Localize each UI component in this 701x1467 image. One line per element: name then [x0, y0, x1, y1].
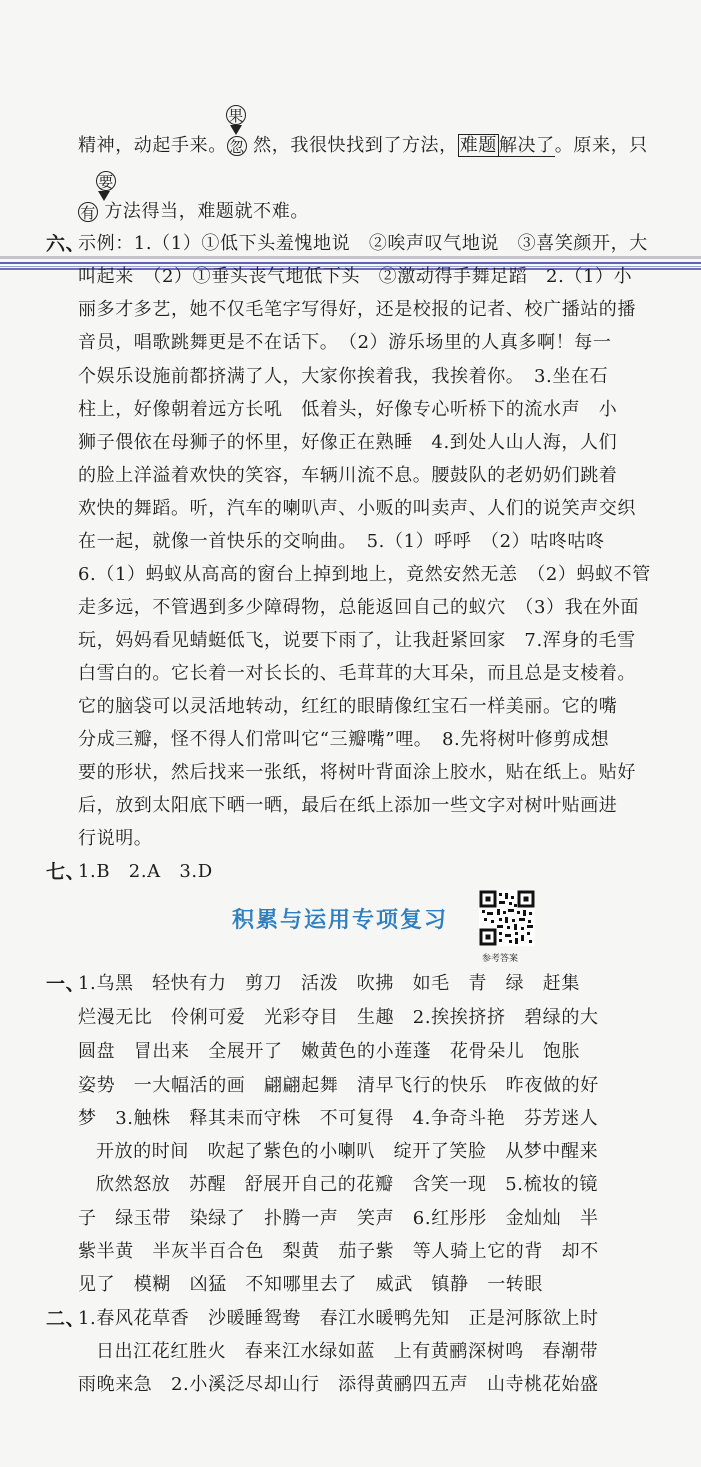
sec6-line: 6.（1）蚂蚁从高高的窗台上掉到地上，竟然安然无恙 （2）蚂蚁不管: [78, 564, 651, 585]
sec1-line: 圆盘 冒出来 全展开了 嫩黄色的小莲蓬 花骨朵儿 饱胀: [78, 1041, 581, 1062]
sec6-line: 走多远，不管遇到多少障碍物，总能返回自己的蚁穴 （3）我在外面: [78, 597, 640, 618]
sec1-line: 梦 3.触株 释其耒而守株 不可复得 4.争奇斗艳 芬芳迷人: [78, 1108, 599, 1129]
text: 然，我很快找到了方法，: [253, 135, 458, 156]
section-seven-label: 七、: [46, 861, 86, 883]
sec6-line: 它的脑袋可以灵活地转动，红红的眼睛像红宝石一样美丽。它的嘴: [78, 696, 618, 717]
sec6-line: 的脸上洋溢着欢快的笑容，车辆川流不息。腰鼓队的老奶奶们跳着: [78, 465, 618, 486]
qr-code-label: 参考答案: [482, 954, 519, 964]
sec6-line: 音员，唱歌跳舞更是不在话下。 （2）游乐场里的人真多啊！每一: [78, 332, 612, 353]
circled-char: 忽: [227, 136, 247, 156]
text: 精神，动起手来。: [78, 135, 227, 156]
sec1-line: 欣然怒放 苏醒 舒展开自己的花瓣 含笑一现 5.梳妆的镜: [96, 1174, 598, 1195]
sec1-line: 开放的时间 吹起了紫色的小喇叭 绽开了笑脸 从梦中醒来: [96, 1141, 599, 1162]
top-line-1: [78, 135, 648, 157]
insertion-arrow-icon: [230, 125, 242, 135]
section-six-label: 六、: [46, 233, 86, 255]
scan-artifact: [0, 256, 701, 259]
sec6-line: 白雪白的。它长着一对长长的、毛茸茸的大耳朵，而且总是支棱着。: [78, 663, 636, 684]
sec6-line: 柱上，好像朝着远方长吼 低着头，好像专心听桥下的流水声 小: [78, 399, 618, 420]
correction-char: 要: [96, 171, 116, 191]
correction-mark-1: [226, 104, 256, 126]
scan-artifact: [0, 262, 701, 264]
correction-mark-2: [96, 170, 126, 192]
section-one-label: 一、: [46, 973, 86, 995]
circled-char: 有: [78, 202, 98, 222]
sec2-line: 日出江花红胜火 春来江水绿如蓝 上有黄鹂深树鸣 春潮带: [96, 1341, 599, 1362]
boxed-word: 难题: [459, 135, 497, 156]
text: 方法得当，难题就不难。: [104, 201, 309, 222]
sec1-line: 见了 模糊 凶猛 不知哪里去了 威武 镇静 一转眼: [78, 1274, 543, 1295]
sec6-line: 玩，妈妈看见蜻蜓低飞，说要下雨了，让我赶紧回家 7.浑身的毛雪: [78, 630, 636, 651]
sec1-line: 姿势 一大幅活的画 翩翩起舞 清早飞行的快乐 昨夜做的好: [78, 1075, 599, 1096]
qr-code-graphic: [479, 890, 535, 946]
insertion-arrow-icon: [98, 191, 110, 201]
review-section-title: 积累与运用专项复习: [232, 908, 449, 933]
sec7-answers: 1.B 2.A 3.D: [78, 861, 213, 882]
sec1-line: 1.乌黑 轻快有力 剪刀 活泼 吹拂 如毛 青 绿 赶集: [78, 973, 580, 994]
sec6-line: 行说明。: [78, 828, 153, 849]
text: 。原来，只: [554, 135, 648, 156]
section-two-label: 二、: [46, 1308, 86, 1330]
sec6-line: 个娱乐设施前都挤满了人，大家你挨着我，我挨着你。 3.坐在石: [78, 366, 609, 387]
sec1-line: 烂漫无比 伶俐可爱 光彩夺目 生趣 2.挨挨挤挤 碧绿的大: [78, 1007, 599, 1028]
sec6-line: 叫起来 （2）①垂头丧气地低下头 ②激动得手舞足蹈 2.（1）小: [78, 266, 633, 287]
sec6-line: 欢快的舞蹈。听，汽车的喇叭声、小贩的叫卖声、人们的说笑声交织: [78, 498, 636, 519]
qr-code-icon[interactable]: [479, 890, 535, 946]
top-line-2: [78, 201, 309, 223]
sec2-line: 1.春风花草香 沙暖睡鸳鸯 春江水暖鸭先知 正是河豚欲上时: [78, 1308, 599, 1329]
sec6-line: 要的形状，然后找来一张纸，将树叶背面涂上胶水，贴在纸上。贴好: [78, 762, 636, 783]
sec6-line: 在一起，就像一首快乐的交响曲。 5.（1）呼呼 （2）咕咚咕咚: [78, 531, 605, 552]
sec1-line: 子 绿玉带 染绿了 扑腾一声 笑声 6.红彤彤 金灿灿 半: [78, 1208, 599, 1229]
sec6-line: 丽多才多艺，她不仅毛笔字写得好，还是校报的记者、校广播站的播: [78, 299, 636, 320]
sec6-line: 狮子偎依在母狮子的怀里，好像正在熟睡 4.到处人山人海，人们: [78, 432, 618, 453]
sec6-line: 示例：1.（1）①低下头羞愧地说 ②唉声叹气地说 ③喜笑颜开，大: [78, 233, 648, 254]
underlined-word: 解决了: [498, 135, 555, 156]
correction-char: 果: [226, 105, 246, 125]
sec6-line: 分成三瓣，怪不得人们常叫它“三瓣嘴”哩。 8.先将树叶修剪成想: [78, 729, 610, 750]
sec2-line: 雨晚来急 2.小溪泛尽却山行 添得黄鹂四五声 山寺桃花始盛: [78, 1374, 599, 1395]
sec6-line: 后，放到太阳底下晒一晒，最后在纸上添加一些文字对树叶贴画进: [78, 795, 618, 816]
sec1-line: 紫半黄 半灰半百合色 梨黄 茄子紫 等人骑上它的背 却不: [78, 1241, 599, 1262]
